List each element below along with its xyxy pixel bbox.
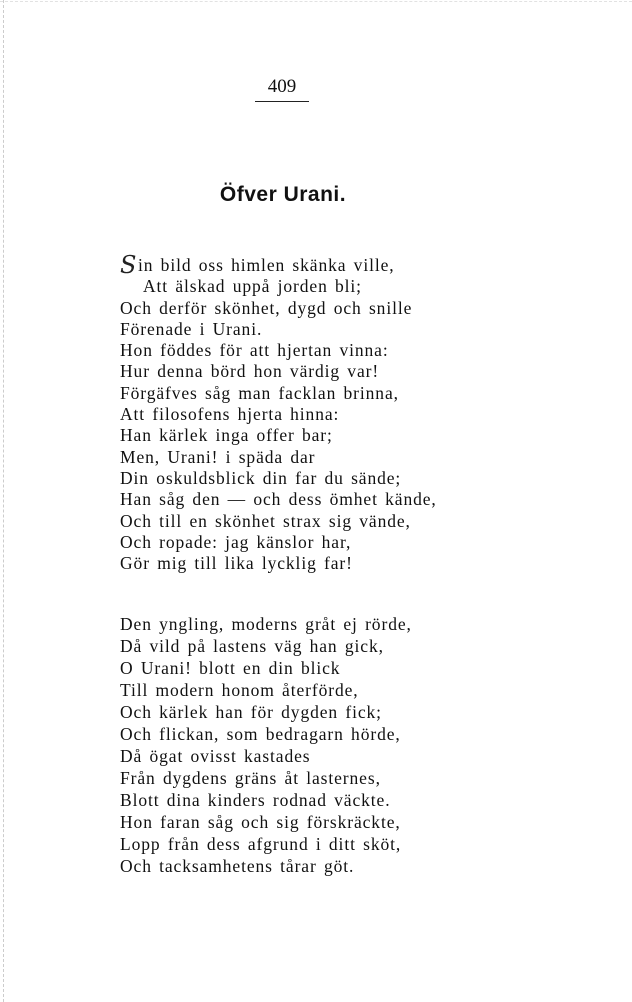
poem-line-text: Din oskuldsblick din far du sände; <box>120 467 402 488</box>
poem-line-text: Och kärlek han för dygden fick; <box>120 702 382 722</box>
poem-line-text: Och till en skönhet strax sig vände, <box>120 510 411 531</box>
poem-line <box>120 404 437 425</box>
poem-line <box>120 425 437 446</box>
poem-line <box>120 489 437 510</box>
poem-line <box>120 745 412 767</box>
poem-line-text: Den yngling, moderns gråt ej rörde, <box>120 614 412 634</box>
page-number: 409 <box>255 76 309 102</box>
poem-line-text: Förenade i Urani. <box>120 318 263 339</box>
poem-line-text: Då ögat ovisst kastades <box>120 746 311 766</box>
poem-line <box>120 447 437 468</box>
poem-line <box>120 532 437 553</box>
poem-line <box>120 701 412 723</box>
poem-title: Öfver Urani. <box>219 183 347 206</box>
poem-line <box>120 340 437 361</box>
poem-line-text: Att älskad uppå jorden bli; <box>143 276 362 297</box>
poem-line <box>120 553 437 574</box>
poem-line <box>120 855 412 877</box>
poem-line-text: Att filosofens hjerta hinna: <box>120 404 340 425</box>
stanza-1 <box>120 251 437 574</box>
poem-line-text: Hur denna börd hon värdig var! <box>120 361 380 382</box>
scan-edge-left <box>3 0 4 1002</box>
poem-line <box>120 789 412 811</box>
poem-line <box>120 319 437 340</box>
poem-line <box>120 635 412 657</box>
poem-line-text: in bild oss himlen skänka ville, <box>138 255 395 275</box>
poem-line <box>120 833 412 855</box>
poem-line-text: Från dygdens gräns åt lasternes, <box>120 768 381 788</box>
poem-line-text: Och derför skönhet, dygd och snille <box>120 297 413 318</box>
ornamental-drop-cap: S <box>120 251 138 279</box>
scan-edge-top <box>0 1 632 2</box>
poem-line-text: Då vild på lastens väg han gick, <box>120 636 384 656</box>
poem-line-text: Och ropade: jag känslor har, <box>120 531 352 552</box>
poem-line-text: Lopp från dess afgrund i ditt sköt, <box>120 834 402 854</box>
poem-line-text: Hon faran såg och sig förskräckte, <box>120 812 401 832</box>
poem-line-text: Till modern honom återförde, <box>120 680 359 700</box>
poem-line-text: Gör mig till lika lycklig far! <box>120 553 353 574</box>
poem-line <box>120 383 437 404</box>
poem-line-text: Men, Urani! i späda dar <box>120 446 316 467</box>
poem-line <box>120 511 437 532</box>
poem-line-text: Hon föddes för att hjertan vinna: <box>120 340 389 361</box>
poem-line-text: Och flickan, som bedragarn hörde, <box>120 724 401 744</box>
poem-line-text: Blott dina kinders rodnad väckte. <box>120 790 391 810</box>
poem-line-text: O Urani! blott en din blick <box>120 658 341 678</box>
poem-line <box>120 361 437 382</box>
poem-line <box>120 679 412 701</box>
poem-line <box>120 468 437 489</box>
poem-line <box>120 251 437 279</box>
poem-line-text: Han kärlek inga offer bar; <box>120 425 333 446</box>
poem-line-text: Och tacksamhetens tårar göt. <box>120 856 355 876</box>
poem-line <box>120 767 412 789</box>
poem-line <box>120 811 412 833</box>
poem-line <box>120 723 412 745</box>
poem-line-text: Förgäfves såg man facklan brinna, <box>120 382 399 403</box>
poem-line <box>120 657 412 679</box>
poem-line-text: Han såg den — och dess ömhet kände, <box>120 489 437 510</box>
poem-line <box>120 613 412 635</box>
poem-line <box>120 276 437 297</box>
stanza-2 <box>120 613 412 877</box>
poem-line <box>120 298 437 319</box>
